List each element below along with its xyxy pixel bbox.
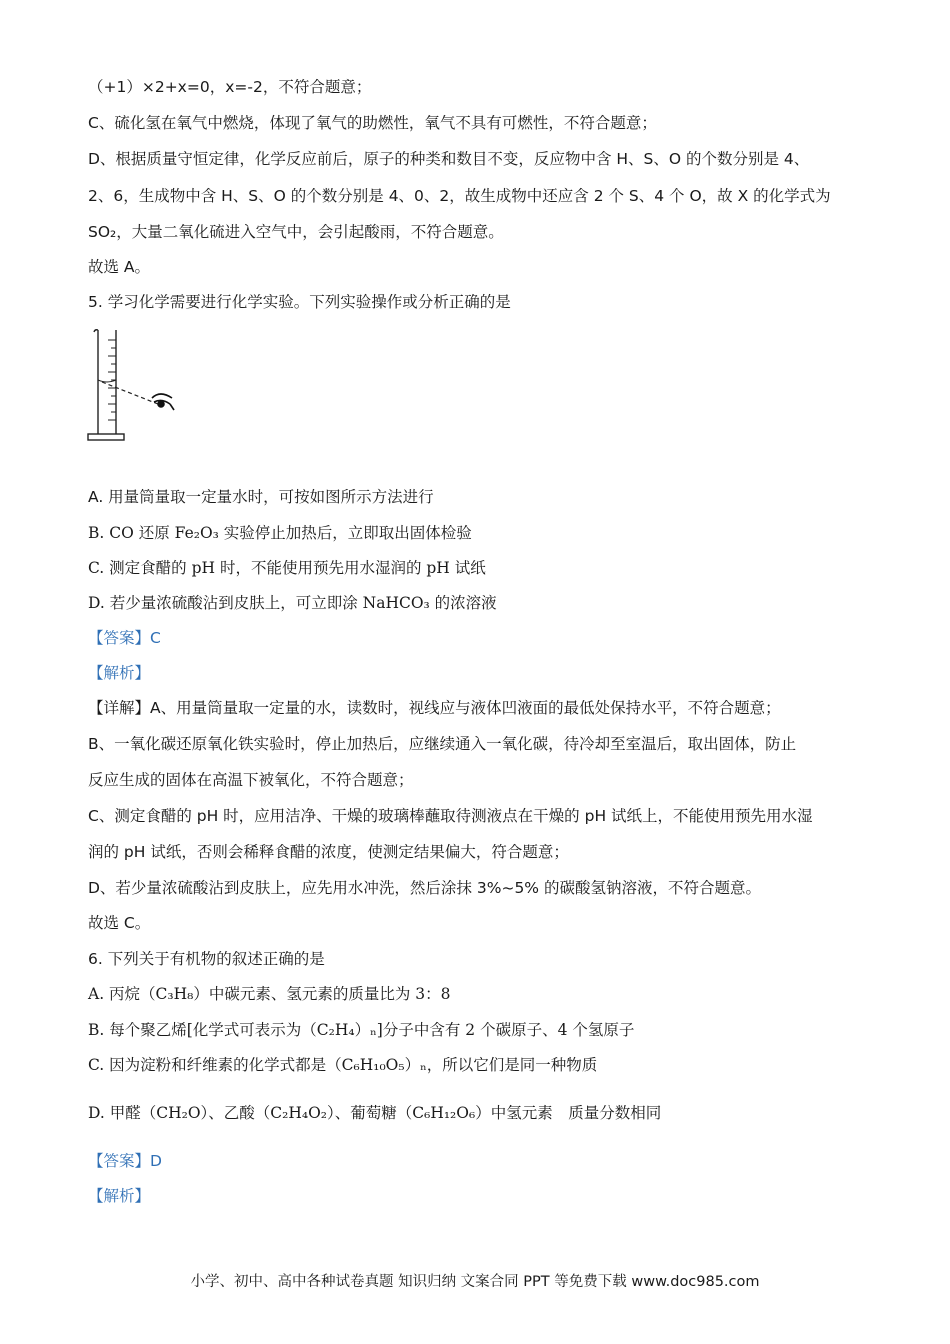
explanation-line: 反应生成的固体在高温下被氧化，不符合题意； <box>88 771 414 789</box>
option-c: C. 测定食醋的 pH 时，不能使用预先用水湿润的 pH 试纸 <box>88 559 486 577</box>
option-c: C. 因为淀粉和纤维素的化学式都是（C₆H₁₀O₅）ₙ，所以它们是同一种物质 <box>88 1056 598 1074</box>
option-d: D. 甲醛（CH₂O）、乙酸（C₂H₄O₂）、葡萄糖（C₆H₁₂O₆）中氢元素 质量分数相同 <box>88 1104 662 1122</box>
text-line: D、根据质量守恒定律，化学反应前后，原子的种类和数目不变，反应物中含 H、S、O 的个数分别是 4、 <box>88 150 810 168</box>
explanation-line: 润的 pH 试纸，否则会稀释食醋的浓度，使测定结果偏大，符合题意； <box>88 843 569 861</box>
option-a: A. 用量筒量取一定量水时，可按如图所示方法进行 <box>88 488 434 506</box>
option-b: B. 每个聚乙烯[化学式可表示为（C₂H₄）ₙ]分子中含有 2 个碳原子、4 个氢原子 <box>88 1021 635 1039</box>
answer-label: 【答案】C <box>88 629 161 647</box>
question-5-stem: 5. 学习化学需要进行化学实验。下列实验操作或分析正确的是 <box>88 293 511 311</box>
explanation-line: D、若少量浓硫酸沾到皮肤上，应先用水冲洗，然后涂抹 3%~5% 的碳酸氢钠溶液，不符合题意。 <box>88 879 761 897</box>
analysis-label: 【解析】 <box>88 1187 151 1205</box>
text-line: 2、6，生成物中含 H、S、O 的个数分别是 4、0、2，故生成物中还应含 2 个 S、4 个 O，故 X 的化学式为 <box>88 187 831 205</box>
question-6-stem: 6. 下列关于有机物的叙述正确的是 <box>88 950 325 968</box>
option-a: A. 丙烷（C₃H₈）中碳元素、氢元素的质量比为 3：8 <box>88 985 451 1003</box>
explanation-line: B、一氧化碳还原氧化铁实验时，停止加热后，应继续通入一氧化碳，待冷却至室温后，取出固体，防止 <box>88 735 797 753</box>
answer-label: 【答案】D <box>88 1152 162 1170</box>
text-line: 故选 C。 <box>88 914 151 932</box>
text-line: C、硫化氢在氧气中燃烧，体现了氧气的助燃性，氧气不具有可燃性，不符合题意； <box>88 114 657 132</box>
option-b: B. CO 还原 Fe₂O₃ 实验停止加热后，立即取出固体检验 <box>88 524 472 542</box>
analysis-label: 【解析】 <box>88 664 151 682</box>
explanation-line: C、测定食醋的 pH 时，应用洁净、干燥的玻璃棒蘸取待测液点在干燥的 pH 试纸上，不能使用预先用水湿 <box>88 807 813 825</box>
text-line: （+1）×2+x=0，x=-2，不符合题意； <box>88 78 372 96</box>
graduated-cylinder-figure <box>86 328 196 444</box>
text-line: SO₂，大量二氧化硫进入空气中，会引起酸雨，不符合题意。 <box>88 223 504 241</box>
explanation-line: 【详解】A、用量筒量取一定量的水，读数时，视线应与液体凹液面的最低处保持水平，不符合题意； <box>88 699 781 717</box>
text-line: 故选 A。 <box>88 258 151 276</box>
option-d: D. 若少量浓硫酸沾到皮肤上，可立即涂 NaHCO₃ 的浓溶液 <box>88 594 497 612</box>
page-footer: 小学、初中、高中各种试卷真题 知识归纳 文案合同 PPT 等免费下载 www.doc985.com <box>190 1274 760 1290</box>
